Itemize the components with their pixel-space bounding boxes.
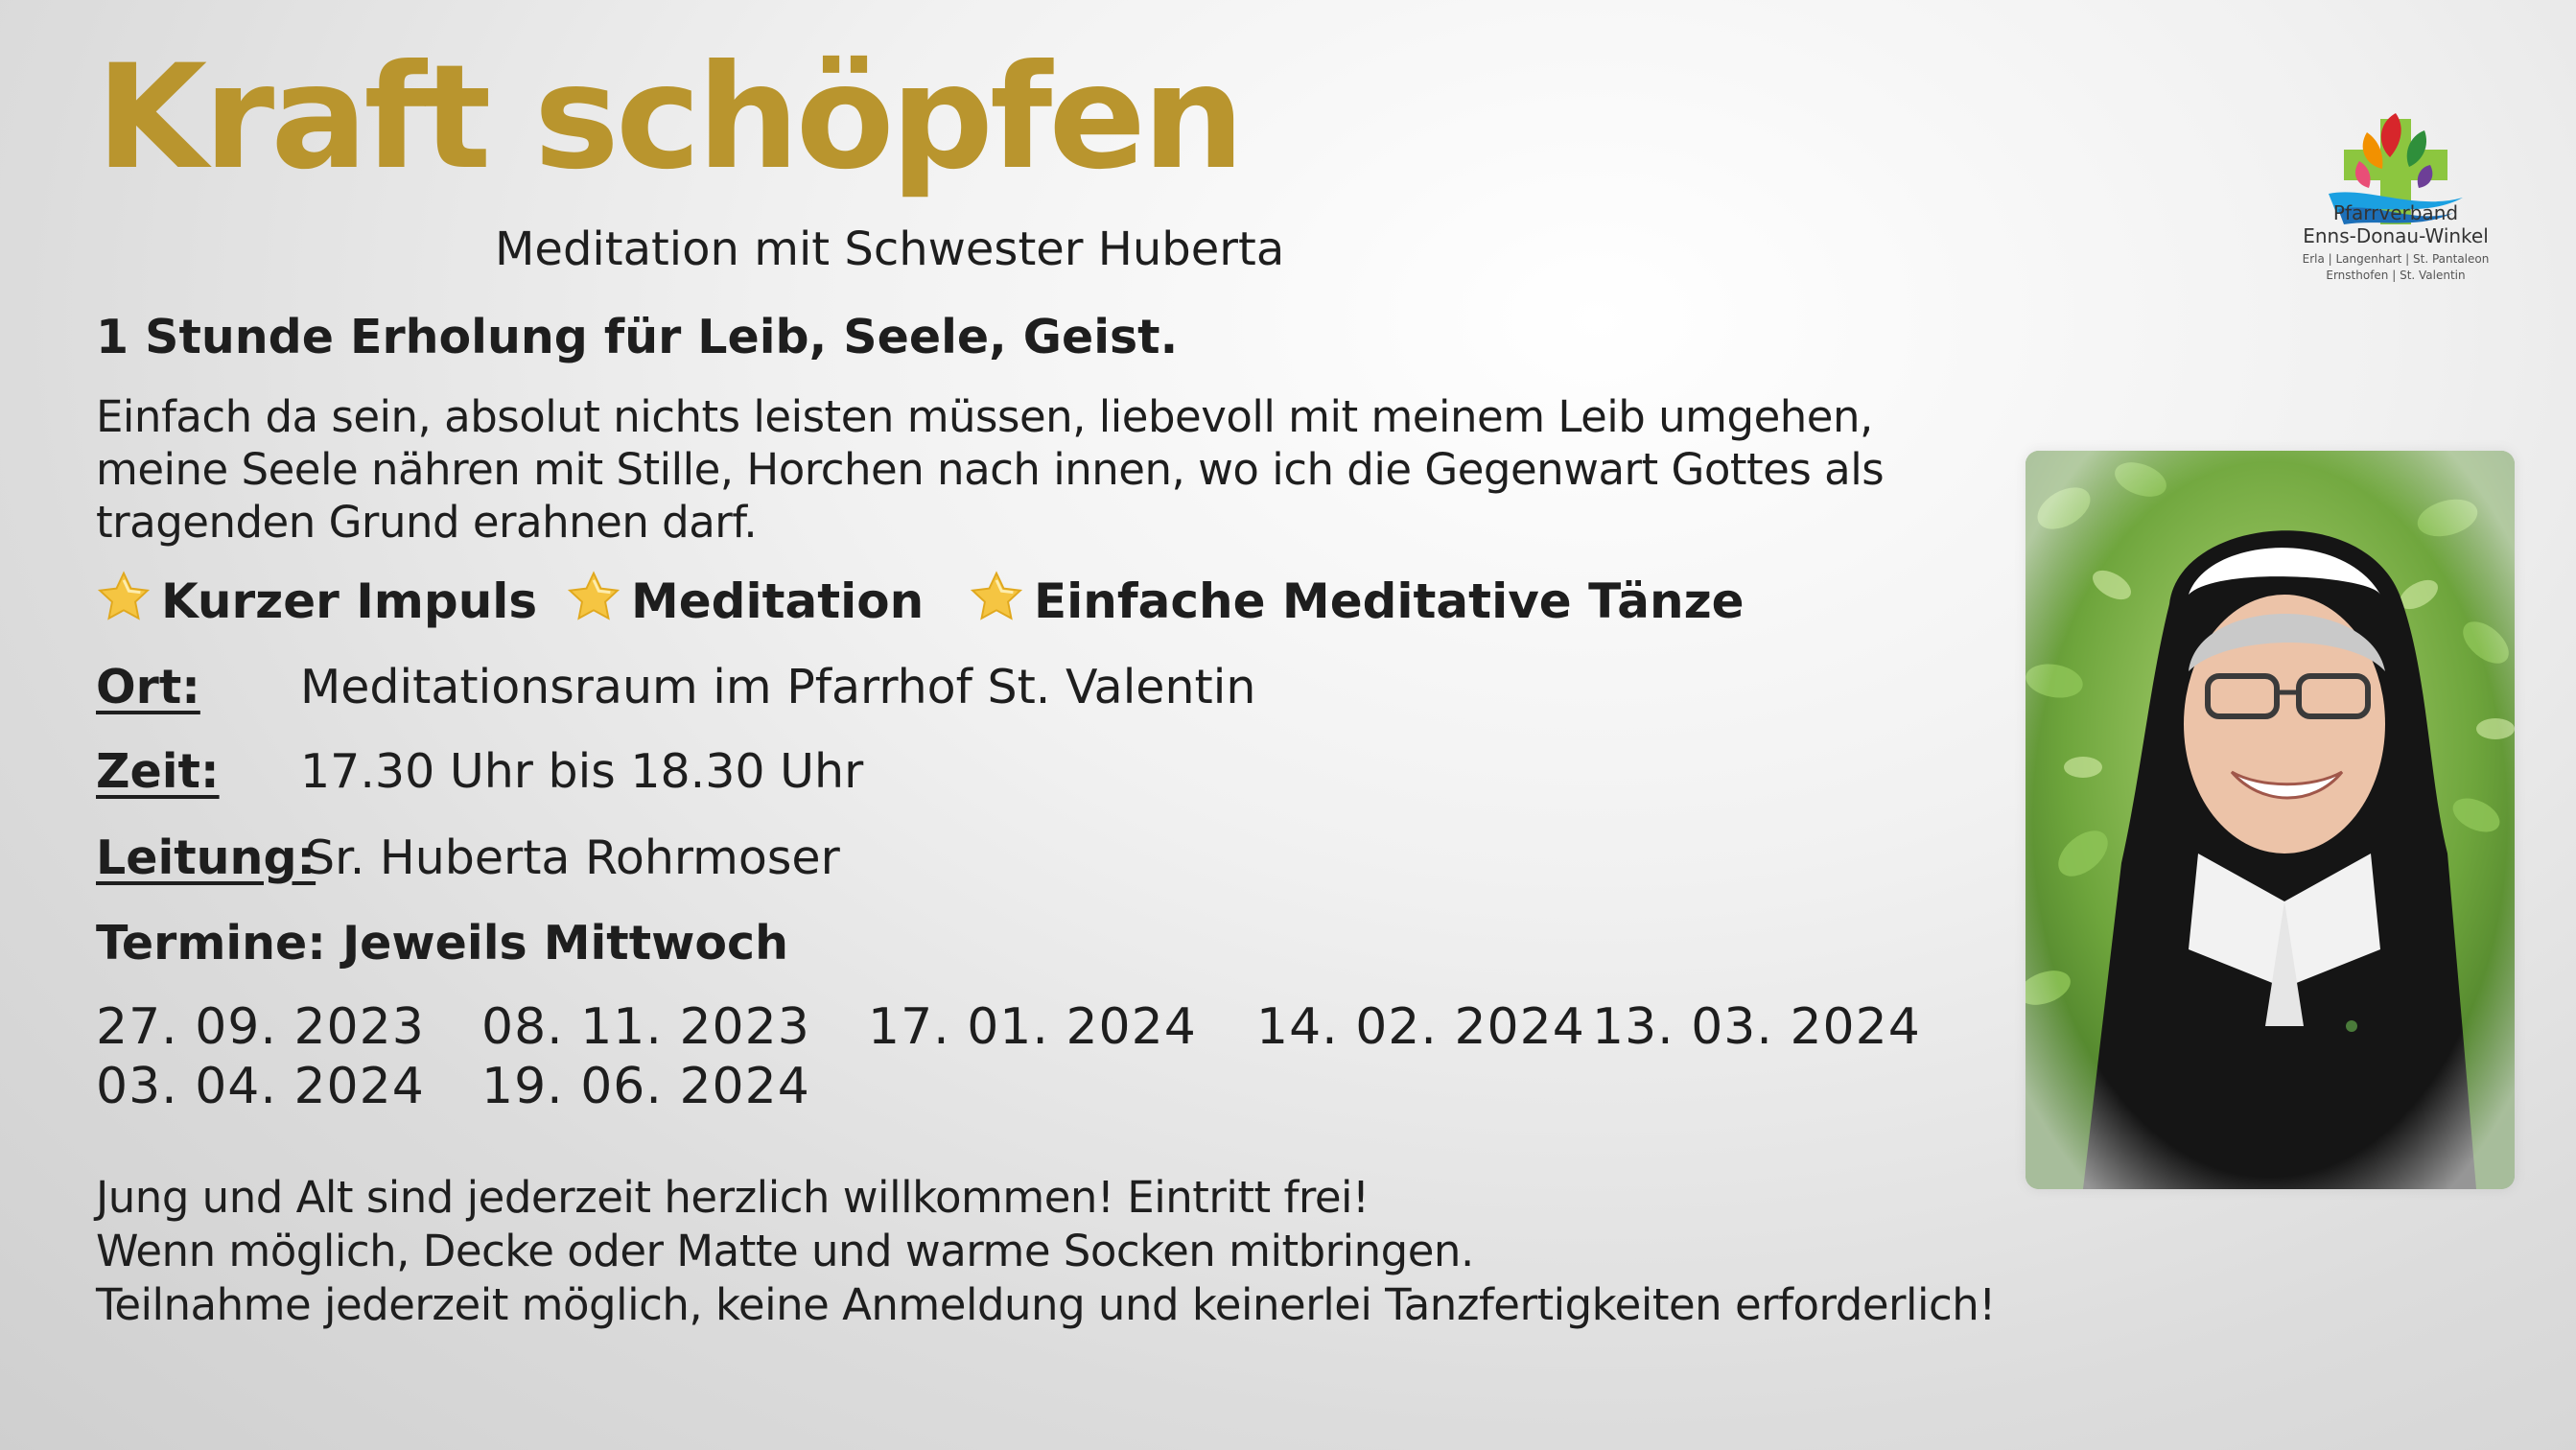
zeit-value: 17.30 Uhr bis 18.30 Uhr	[300, 744, 864, 799]
program-label: Meditation	[631, 573, 925, 629]
date-item: 03. 04. 2024	[96, 1058, 425, 1115]
logo-subtitle: Erla | Langenhart | St. Pantaleon Ernsthofen | St. Valentin	[2302, 252, 2490, 282]
leitung-value: Sr. Huberta Rohrmoser	[305, 830, 840, 885]
page-title: Kraft schöpfen	[96, 35, 1241, 201]
date-item: 13. 03. 2024	[1592, 998, 1921, 1056]
program-item	[566, 570, 924, 629]
program-item	[96, 570, 537, 629]
program-label: Einfache Meditative Tänze	[1034, 573, 1745, 629]
star-icon	[969, 570, 1024, 625]
zeit-label: Zeit:	[96, 744, 220, 799]
star-icon	[566, 570, 621, 625]
portrait-photo	[2026, 451, 2515, 1189]
program-item	[969, 570, 1745, 629]
ort-label: Ort:	[96, 660, 200, 714]
date-item: 27. 09. 2023	[96, 998, 425, 1056]
date-item: 08. 11. 2023	[481, 998, 810, 1056]
footer-notes	[96, 1171, 1996, 1332]
leitung-label: Leitung:	[96, 830, 316, 885]
headline: 1 Stunde Erholung für Leib, Seele, Geist.	[96, 310, 1179, 364]
ort-value: Meditationsraum im Pfarrhof St. Valentin	[300, 660, 1256, 714]
intro-paragraph: Einfach da sein, absolut nichts leisten müssen, liebevoll mit meinem Leib umgehen, meine Seele nähren mit Stille, Horchen nach innen, wo ich die Gegenwart Gottes als tragenden Grund erahnen darf.	[96, 391, 1885, 548]
subtitle: Meditation mit Schwester Huberta	[495, 222, 1285, 276]
date-item: 14. 02. 2024	[1256, 998, 1585, 1056]
date-item: 17. 01. 2024	[868, 998, 1197, 1056]
termine-heading: Termine: Jeweils Mittwoch	[96, 916, 788, 971]
logo-name: Pfarrverband Enns-Donau-Winkel	[2303, 201, 2489, 247]
footer-line: Jung und Alt sind jederzeit herzlich willkommen! Eintritt frei!	[96, 1172, 1370, 1223]
star-icon	[96, 570, 152, 625]
footer-line: Teilnahme jederzeit möglich, keine Anmeldung und keinerlei Tanzfertigkeiten erforderlich!	[96, 1279, 1996, 1330]
date-item: 19. 06. 2024	[481, 1058, 810, 1115]
program-label: Kurzer Impuls	[161, 573, 538, 629]
footer-line: Wenn möglich, Decke oder Matte und warme Socken mitbringen.	[96, 1226, 1474, 1276]
